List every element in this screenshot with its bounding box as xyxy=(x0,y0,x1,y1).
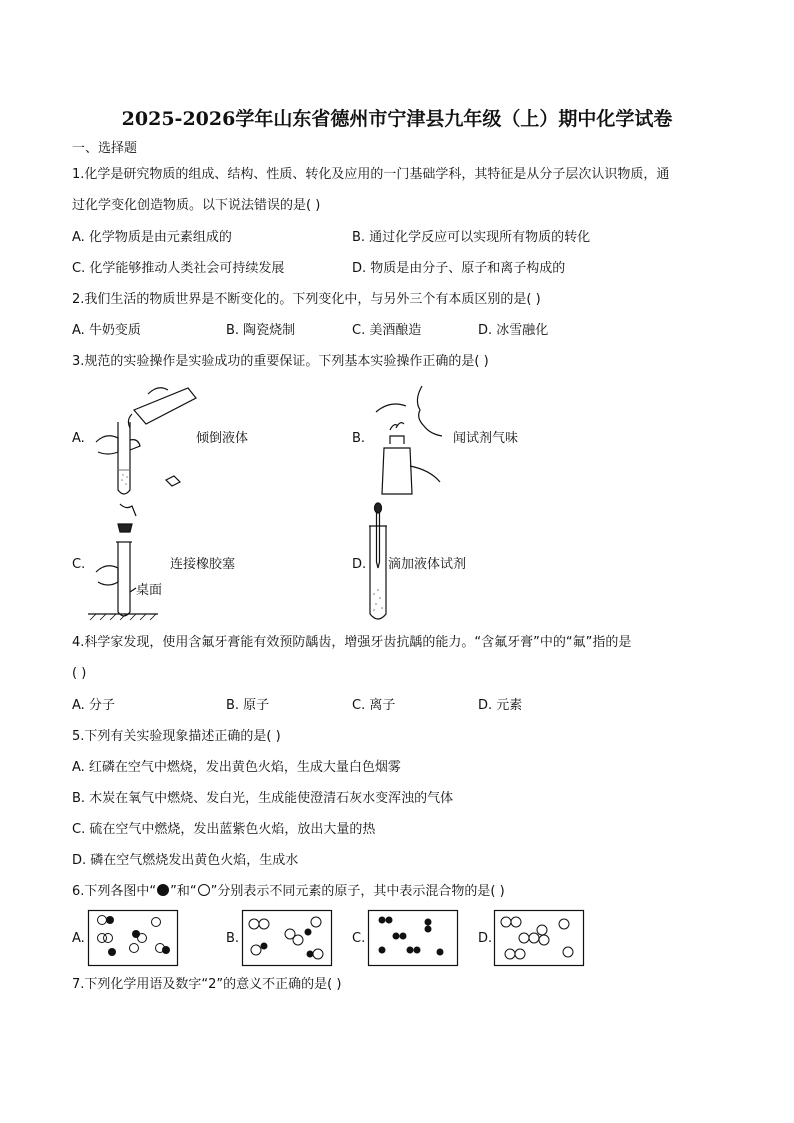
q6-stem-post: ”分别表示不同元素的原子，其中表示混合物的是( ) xyxy=(210,884,505,899)
pour-liquid-figure xyxy=(88,380,198,500)
q6-stem-pre: 6.下列各图中“ xyxy=(72,884,157,899)
smell-reagent-figure xyxy=(370,382,450,502)
q6-option-c-box xyxy=(368,910,458,966)
q6-option-b-letter[interactable]: B. xyxy=(226,931,240,946)
q6-stem xyxy=(72,883,505,901)
q6-option-a-letter[interactable]: A. xyxy=(72,931,85,946)
q4-stem-line2: ( ) xyxy=(72,666,87,681)
hollow-atom-icon xyxy=(198,884,210,896)
q1-stem-line1: 1.化学是研究物质的组成、结构、性质、转化及应用的一门基础学科，其特征是从分子层次认识物质，通 xyxy=(72,167,670,182)
q3-option-b-letter[interactable]: B. xyxy=(352,431,366,446)
q7-stem: 7.下列化学用语及数字“2”的意义不正确的是( ) xyxy=(72,977,342,992)
q2-option-a[interactable]: A. 牛奶变质 xyxy=(72,323,141,338)
q3-stem: 3.规范的实验操作是实验成功的重要保证。下列基本实验操作正确的是( ) xyxy=(72,354,489,369)
q1-option-b[interactable]: B. 通过化学反应可以实现所有物质的转化 xyxy=(352,230,591,245)
q3-option-a-letter[interactable]: A. xyxy=(72,431,85,446)
q5-option-c[interactable]: C. 硫在空气中燃烧，发出蓝紫色火焰，放出大量的热 xyxy=(72,822,376,837)
q4-stem-line1: 4.科学家发现，使用含氟牙膏能有效预防龋齿，增强牙齿抗龋的能力。“含氟牙膏”中的“氟”指的是 xyxy=(72,635,632,650)
q1-option-d[interactable]: D. 物质是由分子、原子和离子构成的 xyxy=(352,261,566,276)
section-heading: 一、选择题 xyxy=(72,141,138,156)
q4-option-c[interactable]: C. 离子 xyxy=(352,698,396,713)
q2-option-d[interactable]: D. 冰雪融化 xyxy=(478,323,549,338)
q3-option-d-caption: 滴加液体试剂 xyxy=(388,557,467,572)
q6-option-d-letter[interactable]: D. xyxy=(478,931,493,946)
q4-option-a[interactable]: A. 分子 xyxy=(72,698,115,713)
q3-option-d-letter[interactable]: D. xyxy=(352,557,367,572)
q3-option-b-caption: 闻试剂气味 xyxy=(453,431,519,446)
q1-option-c[interactable]: C. 化学能够推动人类社会可持续发展 xyxy=(72,261,285,276)
q3-option-c-letter[interactable]: C. xyxy=(72,557,86,572)
q5-stem: 5.下列有关实验现象描述正确的是( ) xyxy=(72,729,281,744)
connect-stopper-figure xyxy=(88,502,168,622)
q2-option-c[interactable]: C. 美酒酿造 xyxy=(352,323,422,338)
page-title: 2025-2026学年山东省德州市宁津县九年级（上）期中化学试卷 xyxy=(121,108,673,130)
q3-option-c-caption: 连接橡胶塞 xyxy=(170,557,236,572)
q6-stem-mid: ”和“ xyxy=(170,884,197,899)
q6-option-c-letter[interactable]: C. xyxy=(352,931,366,946)
q4-option-d[interactable]: D. 元素 xyxy=(478,698,523,713)
filled-atom-icon xyxy=(157,884,169,896)
q2-stem: 2.我们生活的物质世界是不断变化的。下列变化中，与另外三个有本质区别的是( ) xyxy=(72,292,541,307)
q6-option-a-box xyxy=(88,910,178,966)
q3-c-figure-label: 桌面 xyxy=(136,583,163,598)
q6-option-b-box xyxy=(242,910,332,966)
q4-option-b[interactable]: B. 原子 xyxy=(226,698,270,713)
q2-option-b[interactable]: B. 陶瓷烧制 xyxy=(226,323,296,338)
q6-option-d-box xyxy=(494,910,584,966)
q5-option-d[interactable]: D. 磷在空气燃烧发出黄色火焰，生成水 xyxy=(72,853,299,868)
q1-stem-line2: 过化学变化创造物质。以下说法错误的是( ) xyxy=(72,198,321,213)
q3-option-a-caption: 倾倒液体 xyxy=(196,431,249,446)
q5-option-b[interactable]: B. 木炭在氧气中燃烧、发白光，生成能使澄清石灰水变浑浊的气体 xyxy=(72,791,454,806)
drop-liquid-figure xyxy=(366,502,390,624)
q1-option-a[interactable]: A. 化学物质是由元素组成的 xyxy=(72,230,232,245)
q5-option-a[interactable]: A. 红磷在空气中燃烧，发出黄色火焰，生成大量白色烟雾 xyxy=(72,760,401,775)
